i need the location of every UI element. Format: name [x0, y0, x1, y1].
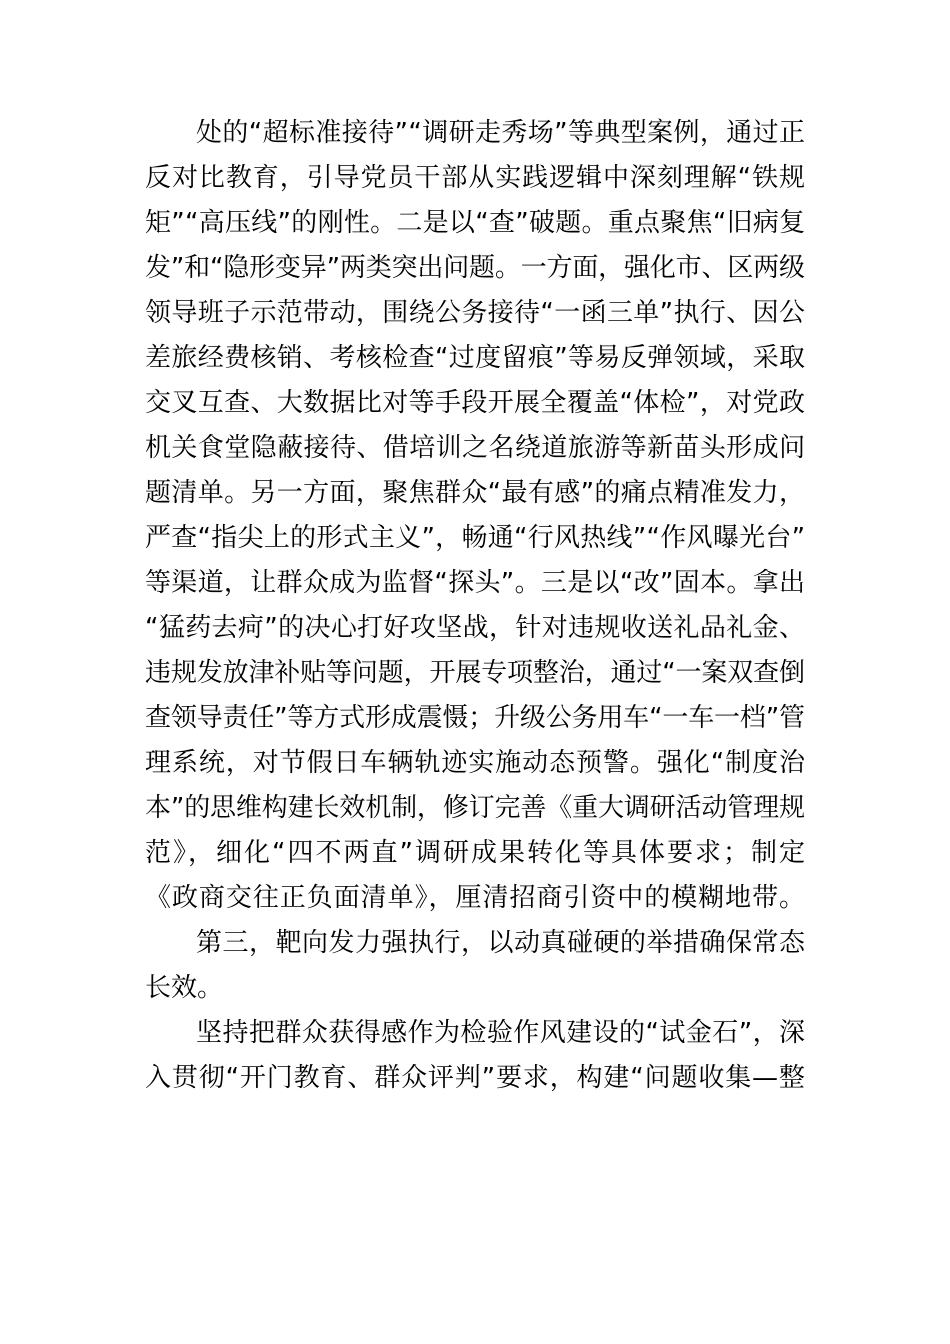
text-line: 等渠道，让群众成为监督“探头”。三是以“改”固本。拿出: [145, 568, 806, 598]
text-line: 反对比教育，引导党员干部从实践逻辑中深刻理解“铁规: [145, 163, 806, 193]
text-line: 机关食堂隐蔽接待、借培训之名绕道旅游等新苗头形成问: [145, 433, 806, 463]
text-line: 差旅经费核销、考核检查“过度留痕”等易反弹领域，采取: [145, 343, 806, 373]
text-line: 处的“超标准接待”“调研走秀场”等典型案例，通过正: [196, 118, 806, 148]
text-line: 查领导责任”等方式形成震慑；升级公务用车“一车一档”管: [145, 703, 805, 733]
text-line: “猛药去疴”的决心打好攻坚战，针对违规收送礼品礼金、: [145, 613, 806, 643]
text-line: 题清单。另一方面，聚焦群众“最有感”的痛点精准发力，: [145, 478, 806, 508]
text-line: 交叉互查、大数据比对等手段开展全覆盖“体检”，对党政: [145, 388, 806, 418]
text-line: 范》，细化“四不两直”调研成果转化等具体要求；制定: [145, 838, 807, 868]
text-line: 坚持把群众获得感作为检验作风建设的“试金石”，深: [196, 1018, 806, 1048]
text-line: 发”和“隐形变异”两类突出问题。一方面，强化市、区两级: [145, 253, 805, 283]
text-line: 入贯彻“开门教育、群众评判”要求，构建“问题收集—整: [145, 1063, 806, 1093]
section-heading-line: 第三，靶向发力强执行，以动真碰硬的举措确保常态: [196, 928, 806, 958]
text-line: 违规发放津补贴等问题，开展专项整治，通过“一案双查倒: [145, 658, 805, 688]
text-line: 理系统，对节假日车辆轨迹实施动态预警。强化“制度治: [145, 748, 806, 778]
text-line: 本”的思维构建长效机制，修订完善《重大调研活动管理规: [145, 793, 805, 823]
text-line: 领导班子示范带动，围绕公务接待“一函三单”执行、因公: [145, 298, 806, 328]
text-line: 严查“指尖上的形式主义”，畅通“行风热线”“作风曝光台”: [145, 523, 806, 553]
text-line: 矩”“高压线”的刚性。二是以“查”破题。重点聚焦“旧病复: [145, 208, 806, 238]
text-line: 《政商交往正负面清单》，厘清招商引资中的模糊地带。: [145, 883, 807, 913]
section-heading-line: 长效。: [145, 973, 224, 1003]
